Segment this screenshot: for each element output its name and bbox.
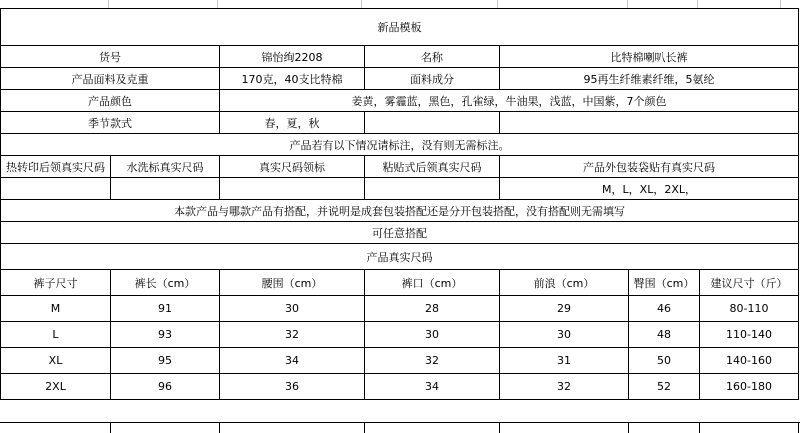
package-bag-value: M，L，XL，2XL， (500, 178, 799, 200)
value-cell: 93 (111, 322, 220, 348)
value-cell: 160-180 (700, 374, 799, 400)
bottom-grid-strip (0, 422, 800, 433)
blank-cell (500, 112, 799, 134)
name-value: 比特棉喇叭长裤 (500, 46, 799, 68)
size-cell: 2XL (1, 374, 111, 400)
composition-value: 95再生纤维素纤维，5氨纶 (500, 68, 799, 90)
value-cell: 30 (220, 296, 365, 322)
value-cell: 50 (629, 348, 700, 374)
heat-transfer-value (1, 178, 111, 200)
color-label: 产品颜色 (1, 90, 220, 112)
item-no-label: 货号 (1, 46, 220, 68)
value-cell: 140-160 (700, 348, 799, 374)
value-cell: 32 (365, 348, 500, 374)
page-title: 新品模板 (1, 9, 799, 46)
value-cell: 110-140 (700, 322, 799, 348)
size-note: 产品若有以下情况请标注，没有则无需标注。 (1, 134, 799, 156)
value-cell: 30 (365, 322, 500, 348)
product-template-table (0, 8, 799, 400)
table-row (1, 348, 799, 374)
size-cell: L (1, 322, 111, 348)
real-size-collar-value (220, 178, 365, 200)
header-cell: 裤口（cm） (365, 270, 500, 296)
header-cell: 裤子尺寸 (1, 270, 111, 296)
value-cell: 36 (220, 374, 365, 400)
top-grid-strip (0, 0, 800, 8)
wash-label-value (111, 178, 220, 200)
value-cell: 52 (629, 374, 700, 400)
item-no-value: 锦怡绚2208 (220, 46, 365, 68)
table-row (1, 296, 799, 322)
value-cell: 48 (629, 322, 700, 348)
season-label: 季节款式 (1, 112, 220, 134)
header-cell: 裤长（cm） (111, 270, 220, 296)
value-cell: 46 (629, 296, 700, 322)
fabric-weight-value: 170克，40支比特棉 (220, 68, 365, 90)
header-cell: 前浪（cm） (500, 270, 629, 296)
header-cell: 建议尺寸（斤） (700, 270, 799, 296)
value-cell: 95 (111, 348, 220, 374)
package-bag-label: 产品外包装袋贴有真实尺码 (500, 156, 799, 178)
value-cell: 28 (365, 296, 500, 322)
blank-cell (365, 112, 500, 134)
wash-label-label: 水洗标真实尺码 (111, 156, 220, 178)
matching-value: 可任意搭配 (1, 222, 799, 244)
heat-transfer-label: 热转印后领真实尺码 (1, 156, 111, 178)
value-cell: 80-110 (700, 296, 799, 322)
sticker-collar-label: 粘贴式后领真实尺码 (365, 156, 500, 178)
value-cell: 31 (500, 348, 629, 374)
value-cell: 34 (220, 348, 365, 374)
color-value: 姜黄，雾霾蓝，黑色，孔雀绿，牛油果，浅蓝，中国紫，7个颜色 (220, 90, 799, 112)
real-size-collar-label: 真实尺码领标 (220, 156, 365, 178)
size-table-title: 产品真实尺码 (1, 244, 799, 270)
table-row (1, 374, 799, 400)
value-cell: 32 (500, 374, 629, 400)
value-cell: 30 (500, 322, 629, 348)
composition-label: 面料成分 (365, 68, 500, 90)
name-label: 名称 (365, 46, 500, 68)
header-cell: 臀围（cm） (629, 270, 700, 296)
value-cell: 91 (111, 296, 220, 322)
value-cell: 29 (500, 296, 629, 322)
size-cell: XL (1, 348, 111, 374)
season-value: 春，夏，秋 (220, 112, 365, 134)
value-cell: 32 (220, 322, 365, 348)
size-header-row (1, 270, 799, 296)
sticker-collar-value (365, 178, 500, 200)
value-cell: 34 (365, 374, 500, 400)
size-cell: M (1, 296, 111, 322)
fabric-weight-label: 产品面料及克重 (1, 68, 220, 90)
matching-note: 本款产品与哪款产品有搭配，并说明是成套包装搭配还是分开包装搭配，没有搭配则无需填写 (1, 200, 799, 222)
value-cell: 96 (111, 374, 220, 400)
table-row (1, 322, 799, 348)
header-cell: 腰围（cm） (220, 270, 365, 296)
